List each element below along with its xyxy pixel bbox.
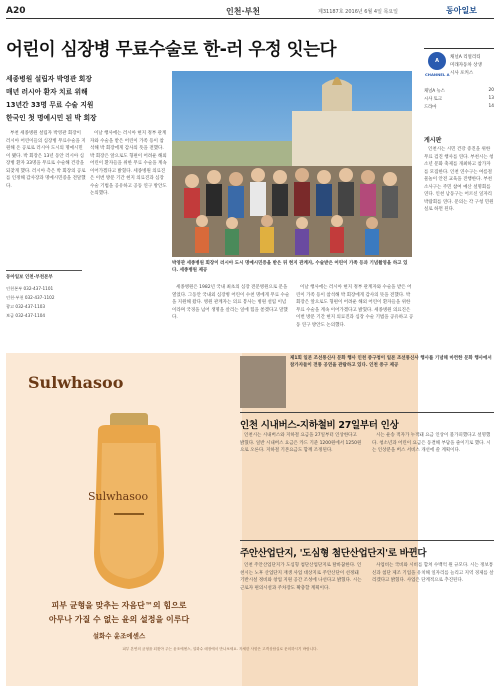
paragraph: 시는 운송 적자가 누적돼 요금 인상이 불가피했다고 설명했다. 청소년과 어린이 요금은 동결해 부담을 줄이기로 했다. 시는 인상분을 버스 서비스 개선에 쓸 계획이다.	[372, 433, 491, 453]
sidebar-notice	[424, 146, 494, 386]
paragraph: 인천시는 시내버스와 지하철 요금을 27일부터 인상한다고 밝혔다. 일반 시내버스 요금은 카드 기준 1200원에서 1250원으로 오른다. 지하철 기본요금도 함께 조정된다.	[240, 433, 362, 453]
ad-product-name: 설화수 윤조에센스	[92, 632, 146, 640]
product-brand-label: Sulwhasoo	[88, 490, 149, 503]
paragraph: 세종병원은 1982년 국내 최초의 심장 전문병원으로 문을 열었다. 그동안 국내외 심장병 어린이 수천 명에게 무료 수술을 지원해 왔다. 병원 관계자는 의료 봉사는 병원 설립 이념이라며 국경을 넘어 생명을 살리는 일에 힘을 쏟겠다고 말했다.	[172, 285, 290, 320]
channel-row-name: 시사 토크	[424, 97, 442, 102]
section-name: 인천·부천	[226, 7, 260, 16]
subhead-4: 한국인 첫 명예시민 된 박 회장	[6, 114, 97, 122]
channel-row-value: 20	[488, 88, 494, 93]
article-column-4	[296, 284, 414, 344]
lead-paragraph: 부천 세종병원 설립자 박영관 회장이 러시아 어린이들의 심장병 무료수술을 지원해 온 공로로 러시아 도시의 명예시민이 됐다. 박 회장은 13년 동안 러시아 심장병 환자 33명을 무료로 수술해 건강을 되찾게 했다. 러시아 측은 박 회장의 공로를 인정해 감사장과 명예시민증을 전달했다.	[6, 131, 86, 189]
channel-item: 채널A 리얼리티	[450, 55, 481, 60]
header-divider	[6, 18, 494, 19]
photo-caption: 박영관 세종병원 회장이 러시아 도시 명예시민증을 받은 뒤 현지 관계자, 수술받은 어린이 가족 등과 기념촬영을 하고 있다. 세종병원 제공	[172, 261, 408, 273]
industrial-column-2	[372, 562, 494, 686]
bus-fare-column-2	[372, 432, 494, 532]
bus-fare-column-1	[240, 432, 362, 532]
bus-fare-headline: 인천 시내버스-지하철비 27일부터 인상	[240, 420, 399, 431]
article-column-2	[90, 130, 168, 340]
paragraph: 이날 행사에는 러시아 현지 정부 관계자와 수술을 받은 어린이 가족 등이 참석해 박 회장에게 감사의 뜻을 전했다. 박 회장은 앞으로도 형편이 어려운 해외 어린이 환자들을 위한 무료 수술을 계속 이어가겠다고 밝혔다. 세종병원 의료진은 이번 방문 기간 현지 의료진과 심장 수술 기법을 공유하고 공동 연구 방안도 논의했다.	[296, 285, 414, 328]
channel-row	[424, 104, 494, 110]
subhead-3: 13년간 33명 무료 수술 지원	[6, 101, 94, 109]
event-caption: 제1회 일본 조선통신사 문화 행사 인천 중구청이 일본 조선통신사 행사를 기념해 마련한 문화 행사에서 참가자들이 전통 공연을 관람하고 있다. 인천 중구 제공	[290, 356, 492, 368]
channel-row-name: 드라마	[424, 105, 437, 110]
industrial-complex-headline: 주안산업단지, '도심형 첨단산업단지'로 바뀐다	[240, 548, 427, 559]
newspaper-logo: 동아일보	[446, 5, 477, 15]
channel-row	[424, 88, 494, 94]
main-headline: 어린이 심장병 무료수술로 한-러 우정 잇는다	[6, 40, 337, 60]
article-column-3	[172, 284, 290, 344]
channel-row-value: 14	[488, 104, 494, 109]
event-photo	[240, 356, 286, 408]
divider	[240, 540, 494, 541]
channel-label: CHANNEL A	[425, 72, 450, 77]
channel-row	[424, 96, 494, 102]
channel-row-name: 채널A 뉴스	[424, 89, 445, 94]
news-photo	[172, 71, 412, 257]
contact-row: 인천·부천 032-437-1102	[6, 295, 55, 300]
paragraph: 인천 주안산업단지가 도심형 첨단산업단지로 탈바꿈한다. 인천시는 노후 산업단지 재생 사업 대상지로 주안산단이 선정돼 기반시설 정비와 창업 지원 공간 조성에 나선다고 밝혔다. 시는 근로자 편의시설과 주차장도 확충할 계획이다.	[240, 563, 362, 591]
contact-row: 보급 032-437-1104	[6, 313, 46, 318]
channel-item: 시사 포커스	[450, 71, 474, 76]
paragraph: 인천시는 시민 건강 증진을 위한 무료 검진 행사를 연다. 부천시는 청소년 문화 축제를 개최하고 참가자를 모집한다. 인천 연수구는 여름철 물놀이 안전 교육을 진행한다. 부천 소사구는 주민 참여 예산 설명회를 연다. 인천 남동구는 어르신 일자리 박람회를 연다. 문의는 각 구청 민원실로 하면 된다.	[424, 147, 494, 212]
channel-row-value: 13	[488, 96, 494, 101]
divider	[240, 412, 494, 413]
sidebar-title: 게시판	[424, 137, 442, 144]
ad-fine-print: 피부 본연의 균형을 되찾아 주는 윤조에센스, 설화수 매장에서 만나보세요. 자세한 사항은 고객상담실로 문의하시기 바랍니다.	[122, 647, 318, 651]
industrial-column-1	[240, 562, 362, 686]
channel-a-logo: A	[428, 52, 446, 70]
group-photo-illustration	[172, 71, 412, 257]
subhead-2: 매년 러시아 환자 치료 위해	[6, 88, 88, 96]
ad-tagline-2: 아무나 가질 수 없는 윤의 설정을 이루다	[48, 615, 190, 624]
contact-title: 동아일보 인천·부천본부	[6, 275, 53, 280]
brand-logo: Sulwhasoo	[28, 373, 124, 392]
contact-row: 인천본부 032-437-1101	[6, 286, 54, 291]
contact-box	[6, 270, 82, 340]
ad-tagline-1: 피부 균형을 맞추는 자음단™의 힘으로	[51, 601, 187, 610]
subhead-1: 세종병원 설립자 박영관 회장	[6, 75, 92, 83]
channel-item: 미래자동차 상생	[450, 63, 482, 68]
issue-date: 제31187호 2016년 6월 4일 목요일	[318, 9, 398, 15]
paragraph: 이날 행사에는 러시아 현지 정부 관계자와 수술을 받은 어린이 가족 등이 참석해 박 회장에게 감사의 뜻을 전했다. 박 회장은 앞으로도 형편이 어려운 해외 어린이 환자들을 위한 무료 수술을 계속 이어가겠다고 밝혔다. 세종병원 의료진은 이번 방문 기간 현지 의료진과 심장 수술 기법을 공유하고 공동 연구 방안도 논의했다.	[90, 131, 167, 196]
contact-row: 광고 032-437-1103	[6, 304, 46, 309]
paragraph: 사업비는 국비와 시비를 합쳐 수백억 원 규모다. 시는 정보통신과 첨단 제조 기업을 유치해 일자리를 늘리고 지역 경제를 살리겠다고 밝혔다. 사업은 단계적으로 추진된다.	[372, 563, 494, 583]
page-number: A20	[6, 6, 26, 16]
